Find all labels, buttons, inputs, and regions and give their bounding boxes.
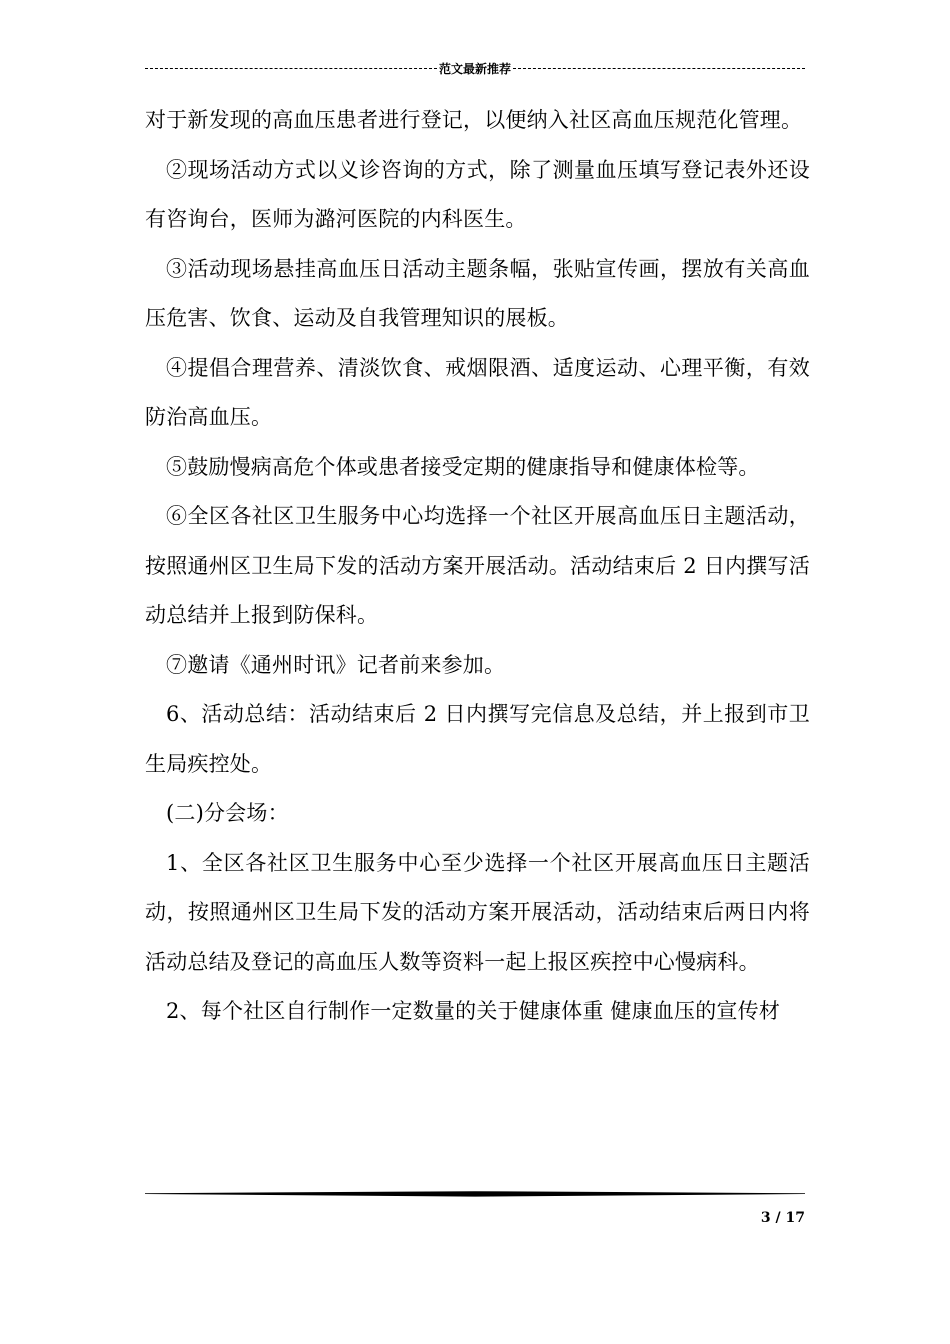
paragraph-item-2: ②现场活动方式以义诊咨询的方式，除了测量血压填写登记表外还设有咨询台，医师为潞河医院的内科医生。: [145, 157, 810, 231]
document-body: [145, 96, 810, 1037]
header-dash-right: [513, 68, 805, 69]
section-heading-branch-venue: (二)分会场：: [166, 801, 289, 825]
paragraph-item-3: ③活动现场悬挂高血压日活动主题条幅，张贴宣传画，摆放有关高血压危害、饮食、运动及自我管理知识的展板。: [145, 256, 810, 330]
header-dash-left: [145, 68, 437, 69]
paragraph-activity-summary: 6、活动总结：活动结束后 2 日内撰写完信息及总结，并上报到市卫生局疾控处。: [145, 702, 810, 776]
page-header: [145, 58, 805, 78]
paragraph-item-7: ⑦邀请《通州时讯》记者前来参加。: [166, 652, 506, 677]
page-number: 3 / 17: [760, 1210, 805, 1226]
paragraph-item-5: ⑤鼓励慢病高危个体或患者接受定期的健康指导和健康体检等。: [166, 454, 760, 479]
paragraph-item-6: ⑥全区各社区卫生服务中心均选择一个社区开展高血压日主题活动，按照通州区卫生局下发的活动方案开展活动。活动结束后 2 日内撰写活动总结并上报到防保科。: [145, 504, 810, 627]
paragraph-branch-1: 1、全区各社区卫生服务中心至少选择一个社区开展高血压日主题活动，按照通州区卫生局下发的活动方案开展活动，活动结束后两日内将活动总结及登记的高血压人数等资料一起上报区疾控中心慢病科。: [145, 850, 810, 974]
paragraph-continuation: 对于新发现的高血压患者进行登记，以便纳入社区高血压规范化管理。: [145, 108, 803, 132]
paragraph-branch-2: 2、每个社区自行制作一定数量的关于健康体重 健康血压的宣传材: [166, 999, 781, 1023]
header-title: 范文最新推荐: [439, 61, 512, 76]
paragraph-item-4: ④提倡合理营养、清淡饮食、戒烟限酒、适度运动、心理平衡，有效防治高血压。: [145, 355, 810, 429]
